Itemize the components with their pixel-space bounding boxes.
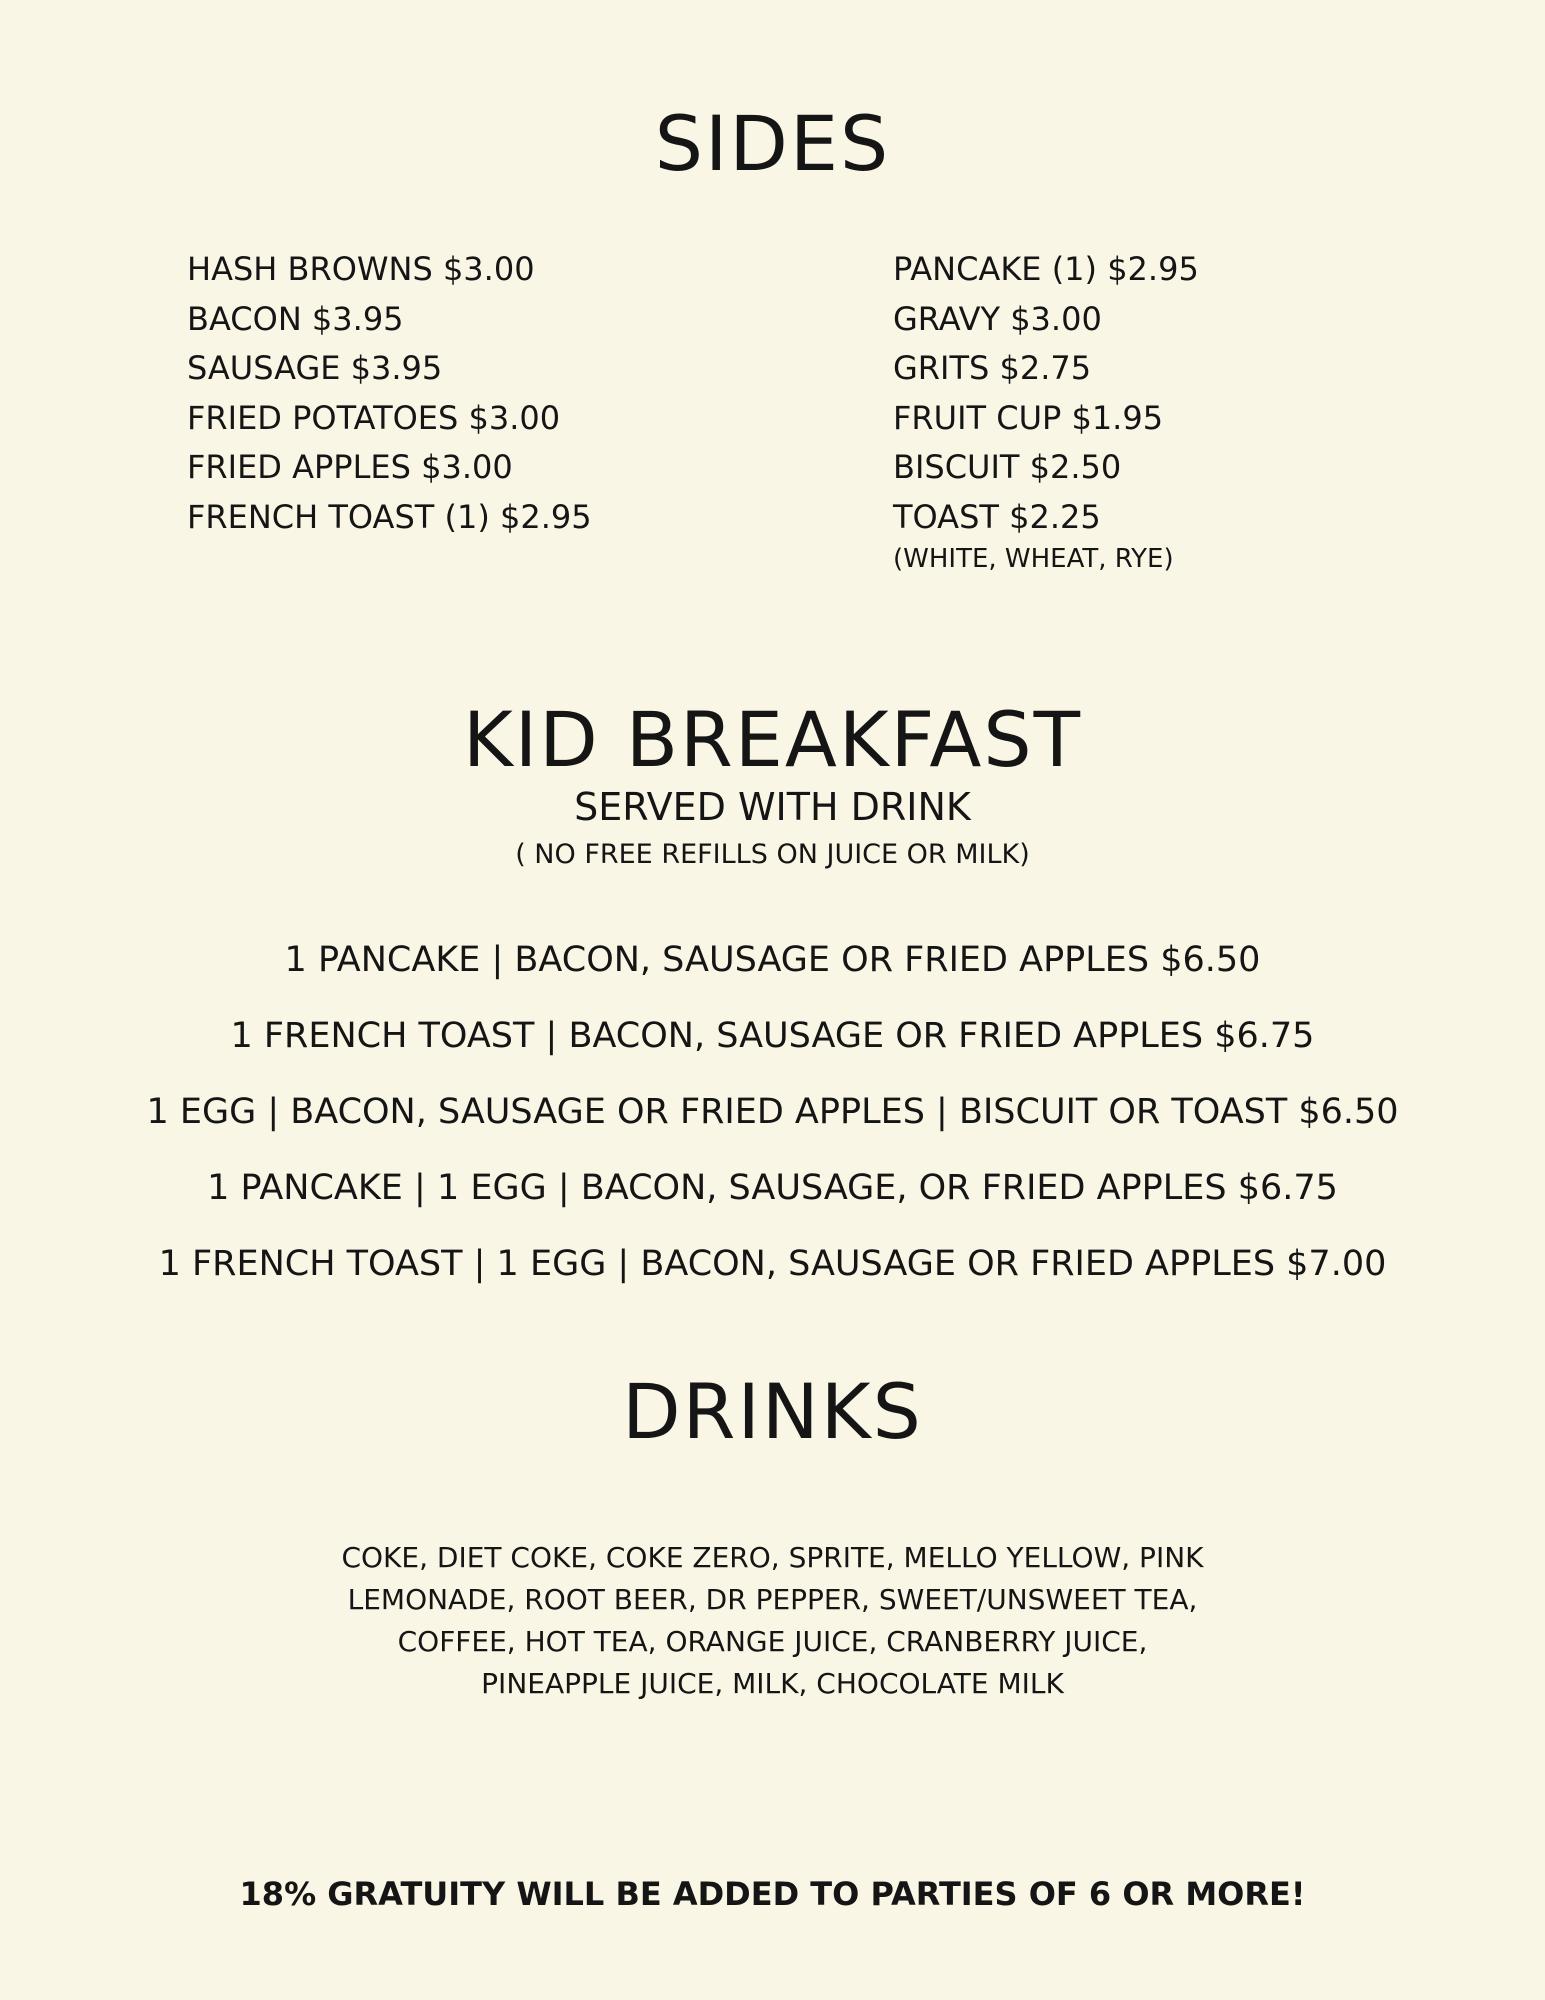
side-item-biscuit: BISCUIT $2.50: [893, 448, 1122, 486]
side-item-toast: TOAST $2.25: [893, 497, 1101, 536]
drinks-line: COKE, DIET COKE, COKE ZERO, SPRITE, MELLO YELLOW, PINK: [341, 1541, 1204, 1574]
kid-breakfast-list: [0, 922, 1545, 1302]
side-item-fruit-cup: FRUIT CUP $1.95: [893, 398, 1164, 437]
kid-item: 1 PANCAKE | BACON, SAUSAGE OR FRIED APPLES $6.50: [284, 940, 1261, 980]
side-item-fried-potatoes: FRIED POTATOES $3.00: [187, 398, 561, 437]
drinks-line: PINEAPPLE JUICE, MILK, CHOCOLATE MILK: [481, 1667, 1064, 1700]
kid-item: 1 EGG | BACON, SAUSAGE OR FRIED APPLES | BISCUIT OR TOAST $6.50: [146, 1092, 1399, 1132]
kid-breakfast-heading: KID BREAKFAST: [462, 695, 1083, 784]
toast-options-note: (WHITE, WHEAT, RYE): [893, 544, 1174, 574]
side-item-grits: GRITS $2.75: [893, 349, 1092, 387]
drinks-line: COFFEE, HOT TEA, ORANGE JUICE, CRANBERRY JUICE,: [397, 1625, 1148, 1658]
kid-breakfast-subtitle: SERVED WITH DRINK: [574, 785, 971, 829]
drinks-list: [0, 1537, 1545, 1705]
side-item-bacon: BACON $3.95: [187, 299, 404, 338]
side-item-gravy: GRAVY $3.00: [893, 299, 1102, 338]
kid-item: 1 FRENCH TOAST | BACON, SAUSAGE OR FRIED APPLES $6.75: [230, 1016, 1315, 1056]
sides-right-list: [893, 245, 1199, 574]
drinks-line: LEMONADE, ROOT BEER, DR PEPPER, SWEET/UNSWEET TEA,: [347, 1583, 1198, 1616]
kid-item: 1 PANCAKE | 1 EGG | BACON, SAUSAGE, OR FRIED APPLES $6.75: [207, 1168, 1338, 1208]
side-item-french-toast: FRENCH TOAST (1) $2.95: [187, 497, 592, 536]
kid-breakfast-refill-note: ( NO FREE REFILLS ON JUICE OR MILK): [515, 839, 1030, 870]
sides-left-list: [187, 245, 592, 542]
side-item-fried-apples: FRIED APPLES $3.00: [187, 448, 513, 486]
side-item-hash-browns: HASH BROWNS $3.00: [187, 250, 535, 288]
sides-heading: SIDES: [654, 99, 891, 188]
side-item-pancake: PANCAKE (1) $2.95: [893, 250, 1199, 288]
drinks-heading: DRINKS: [622, 1367, 923, 1456]
side-item-sausage: SAUSAGE $3.95: [187, 349, 443, 387]
gratuity-notice: 18% GRATUITY WILL BE ADDED TO PARTIES OF 6 OR MORE!: [239, 1875, 1306, 1913]
kid-item: 1 FRENCH TOAST | 1 EGG | BACON, SAUSAGE OR FRIED APPLES $7.00: [158, 1244, 1387, 1284]
